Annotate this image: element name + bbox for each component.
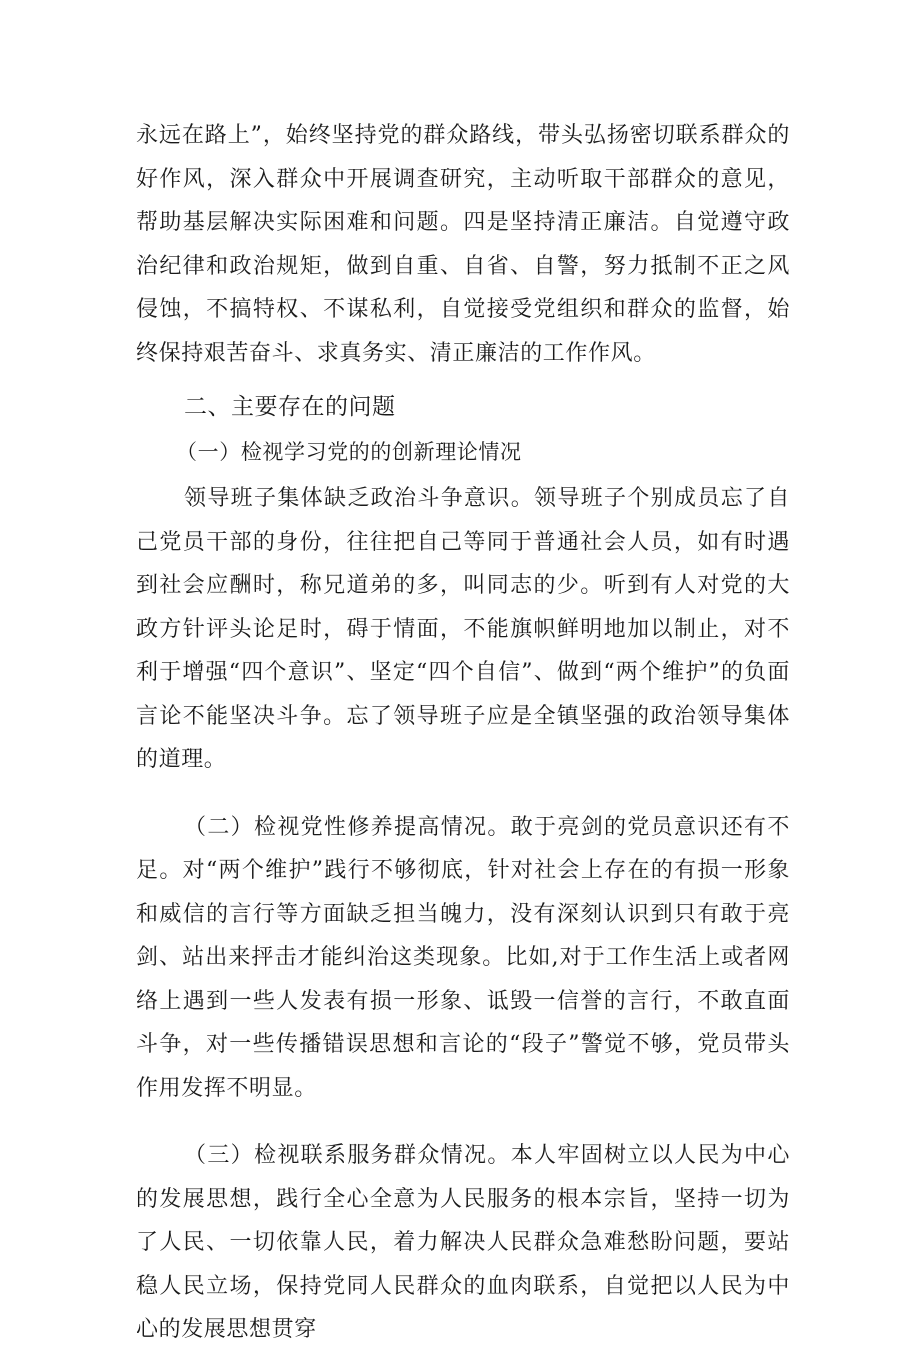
section-heading: 二、主要存在的问题 [184, 394, 396, 420]
paragraph-continuation: 永远在路上”，始终坚持党的群众路线，带头弘扬密切联系群众的好作风，深入群众中开展调查研究，主动听取干部群众的意见，帮助基层解决实际困难和问题。四是坚持清正廉洁。自觉遵守政治纪律和政治规矩，做到自重、自省、自警，努力抵制不正之风侵蚀，不搞特权、不谋私利，自觉接受党组织和群众的监督，始终保持艰苦奋斗、求真务实、清正廉洁的工作作风。 [136, 123, 790, 366]
document-body [136, 114, 790, 1352]
subheading-study: （一）检视学习党的的创新理论情况 [176, 440, 522, 464]
paragraph-political-awareness: 领导班子集体缺乏政治斗争意识。领导班子个别成员忘了自己党员干部的身份，往往把自己等同于普通社会人员，如有时遇到社会应酬时，称兄道弟的多，叫同志的少。听到有人对党的大政方针评头论足时，碍于情面，不能旗帜鲜明地加以制止，对不利于增强“四个意识”、坚定“四个自信”、做到“两个维护”的负面言论不能坚决斗争。忘了领导班子应是全镇坚强的政治领导集体的道理。 [136, 486, 790, 772]
paragraph-serving-masses: （三）检视联系服务群众情况。本人牢固树立以人民为中心的发展思想，践行全心全意为人民服务的根本宗旨，坚持一切为了人民、一切依靠人民，着力解决人民群众急难愁盼问题，要站稳人民立场，保持党同人民群众的血肉联系，自觉把以人民为中心的发展思想贯穿 [136, 1143, 790, 1342]
paragraph-party-spirit: （二）检视党性修养提高情况。敢于亮剑的党员意识还有不足。对“两个维护”践行不够彻底，针对社会上存在的有损一形象和威信的言行等方面缺乏担当魄力，没有深刻认识到只有敢于亮剑、站出来抨击才能纠治这类现象。比如,对于工作生活上或者网络上遇到一些人发表有损一形象、诋毁一信誉的言行，不敢直面斗争，对一些传播错误思想和言论的“段子”警觉不够，党员带头作用发挥不明显。 [136, 814, 790, 1101]
